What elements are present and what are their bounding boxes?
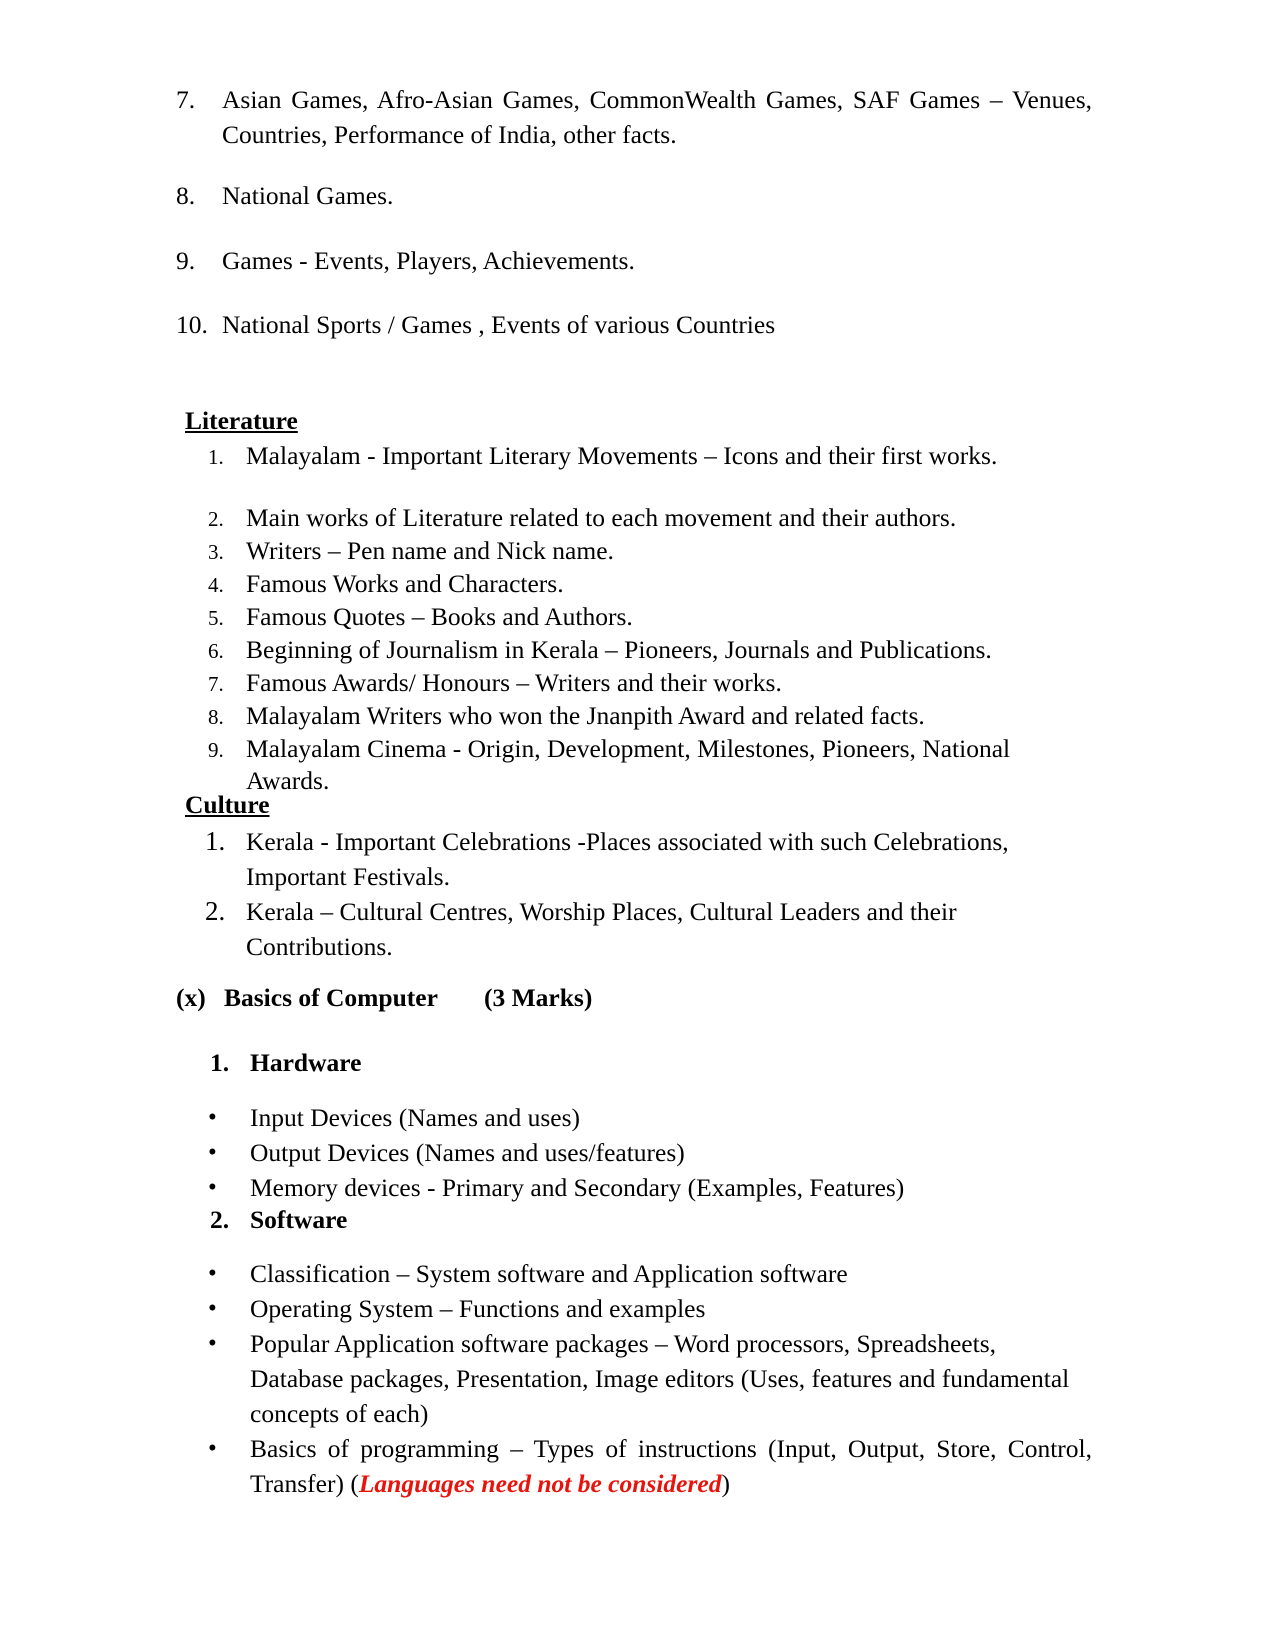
list-item xyxy=(208,601,1098,634)
list-item xyxy=(176,178,1092,213)
list-item xyxy=(208,700,1098,733)
list-item-text: Memory devices - Primary and Secondary (Examples, Features) xyxy=(250,1173,905,1202)
emphasis-note: Languages need not be considered xyxy=(358,1469,722,1498)
section-label: (x) xyxy=(176,983,206,1012)
list-item-number: 10. xyxy=(176,310,208,339)
literature-heading: Literature xyxy=(185,406,298,435)
bullet-icon: • xyxy=(208,1139,217,1166)
culture-heading: Culture xyxy=(185,790,270,819)
list-item xyxy=(176,307,1092,342)
list-item-text: Writers – Pen name and Nick name. xyxy=(246,536,614,565)
list-item xyxy=(176,82,1092,152)
bullet-icon: • xyxy=(208,1295,217,1322)
subsection-heading-hardware xyxy=(210,1048,361,1078)
list-item-text: Famous Works and Characters. xyxy=(246,569,564,598)
list-item-number: 7. xyxy=(208,672,224,696)
list-item xyxy=(208,1256,1092,1291)
list-item xyxy=(208,1431,1092,1501)
list-item-number: 1. xyxy=(205,826,226,856)
list-item xyxy=(205,824,1095,894)
list-item-number: 8. xyxy=(176,181,196,210)
list-item xyxy=(208,1100,1092,1135)
list-item-text: Famous Awards/ Honours – Writers and their works. xyxy=(246,668,782,697)
list-item-text: Output Devices (Names and uses/features) xyxy=(250,1138,685,1167)
bullet-icon: • xyxy=(208,1104,217,1131)
list-item-text: National Sports / Games , Events of various Countries xyxy=(222,310,776,339)
bullet-icon: • xyxy=(208,1435,217,1462)
list-item-number: 2. xyxy=(208,507,224,531)
bullet-icon: • xyxy=(208,1330,217,1357)
sports-syllabus-list-item-10 xyxy=(176,307,1092,342)
bullet-icon: • xyxy=(208,1260,217,1287)
list-item-text: Malayalam Writers who won the Jnanpith Award and related facts. xyxy=(246,701,925,730)
list-item-number: 9. xyxy=(176,246,196,275)
list-item-text: Main works of Literature related to each movement and their authors. xyxy=(246,503,957,532)
list-item-text: National Games. xyxy=(222,181,394,210)
list-item-text: Popular Application software packages – Word processors, Spreadsheets, Database packages, Presentation, Image editors (Uses, features and fundamental concepts of each) xyxy=(250,1329,1070,1428)
list-item xyxy=(208,535,1098,568)
sports-syllabus-list xyxy=(176,82,1092,152)
list-item xyxy=(208,438,1098,475)
list-item-number: 3. xyxy=(208,540,224,564)
list-item xyxy=(176,243,1092,278)
list-item-number: 7. xyxy=(176,85,196,114)
list-item xyxy=(208,1135,1092,1170)
literature-item-1 xyxy=(208,438,1098,475)
list-item-text: Games - Events, Players, Achievements. xyxy=(222,246,635,275)
subsection-title: Software xyxy=(250,1205,348,1234)
list-item xyxy=(208,634,1098,667)
list-item-number: 5. xyxy=(208,606,224,630)
list-item-text xyxy=(250,1431,1092,1501)
list-item xyxy=(208,733,1098,797)
programming-text-after: ) xyxy=(721,1469,730,1498)
software-bullet-list xyxy=(208,1256,1092,1501)
list-item xyxy=(208,1326,1092,1431)
list-item-number: 4. xyxy=(208,573,224,597)
list-item-text: Famous Quotes – Books and Authors. xyxy=(246,602,633,631)
literature-items-2-9 xyxy=(208,502,1098,797)
list-item-number: 9. xyxy=(208,738,224,762)
list-item-text: Malayalam Cinema - Origin, Development, Milestones, Pioneers, National Awards. xyxy=(246,734,1011,795)
list-item xyxy=(208,1291,1092,1326)
hardware-bullet-list xyxy=(208,1100,1092,1205)
list-item xyxy=(208,502,1098,535)
list-item-text: Input Devices (Names and uses) xyxy=(250,1103,580,1132)
computer-section-heading xyxy=(176,983,592,1013)
list-item xyxy=(208,568,1098,601)
sports-syllabus-list-item-9 xyxy=(176,243,1092,278)
list-item-number: 6. xyxy=(208,639,224,663)
list-item-text: Kerala – Cultural Centres, Worship Places, Cultural Leaders and their Contributions. xyxy=(246,897,957,961)
list-item-text: Kerala - Important Celebrations -Places associated with such Celebrations, Important Festivals. xyxy=(246,827,1009,891)
list-item-text: Asian Games, Afro-Asian Games, CommonWealth Games, SAF Games – Venues, Countries, Performance of India, other facts. xyxy=(222,85,1092,149)
page-title: Basics of Computer xyxy=(224,983,438,1012)
list-item xyxy=(205,894,1095,964)
list-item-number: 2. xyxy=(205,896,226,926)
list-item xyxy=(208,1170,1092,1205)
marks-badge: (3 Marks) xyxy=(484,983,593,1012)
subsection-title: Hardware xyxy=(250,1048,362,1077)
list-item-text: Malayalam - Important Literary Movements – Icons and their first works. xyxy=(246,441,998,470)
subsection-number: 2. xyxy=(210,1205,230,1234)
subsection-heading-software xyxy=(210,1205,347,1235)
list-item-text: Operating System – Functions and examples xyxy=(250,1294,706,1323)
list-item-number: 1. xyxy=(208,445,224,469)
bullet-icon: • xyxy=(208,1174,217,1201)
subsection-number: 1. xyxy=(210,1048,230,1077)
list-item-text: Classification – System software and Application software xyxy=(250,1259,848,1288)
list-item-text: Beginning of Journalism in Kerala – Pioneers, Journals and Publications. xyxy=(246,635,992,664)
list-item-number: 8. xyxy=(208,705,224,729)
sports-syllabus-list-item-8 xyxy=(176,178,1092,213)
programming-text-before: Basics of programming – Types of instructions (Input, Output, Store, Control, Transfer) ( xyxy=(250,1434,1092,1498)
culture-list xyxy=(205,824,1095,964)
list-item xyxy=(208,667,1098,700)
